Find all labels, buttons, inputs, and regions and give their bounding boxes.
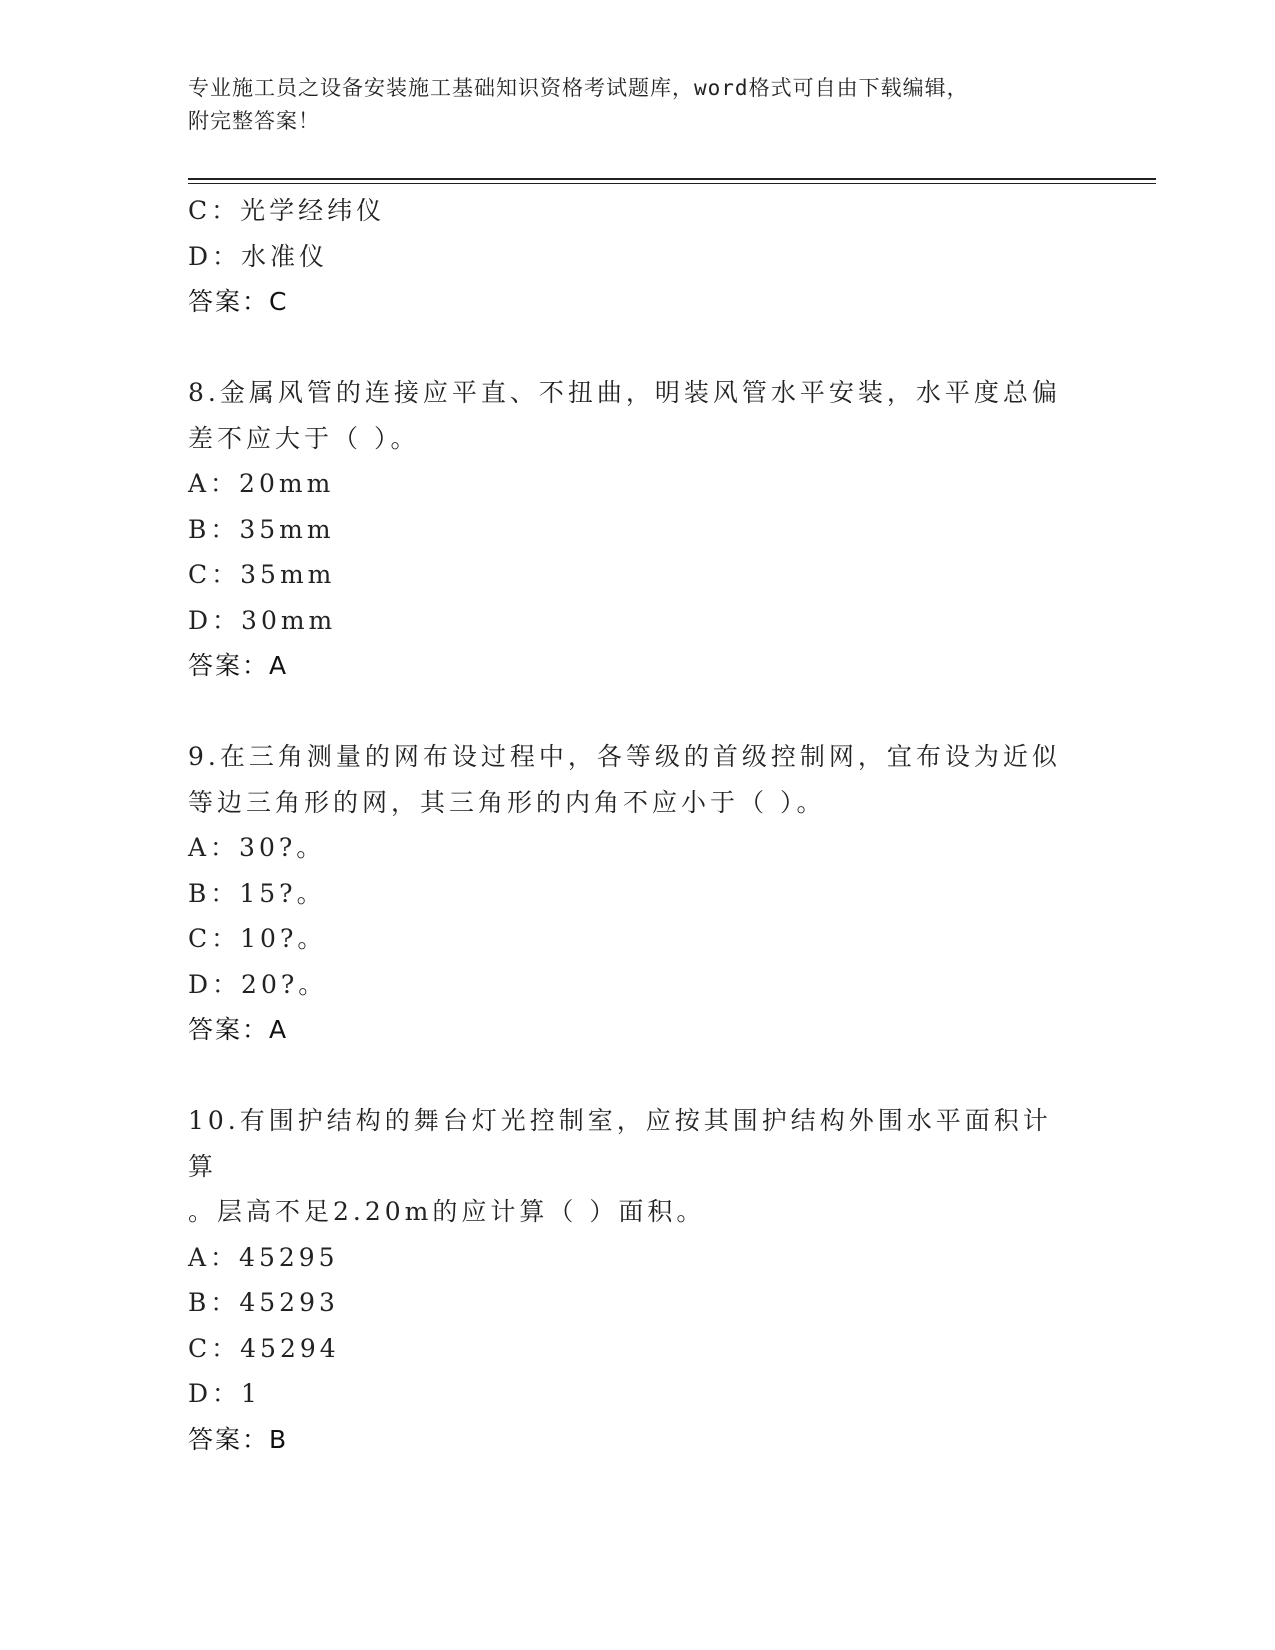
- header-line-1: 专业施工员之设备安装施工基础知识资格考试题库，word格式可自由下载编辑，: [188, 76, 969, 100]
- question-text-line-1: 10.有围护结构的舞台灯光控制室，应按其围护结构外围水平面积计算: [188, 1106, 1052, 1181]
- option-c: C：35mm: [188, 560, 336, 589]
- spacer: [188, 689, 1088, 735]
- document-body: [188, 188, 1088, 1462]
- answer-line: 答案：A: [188, 1015, 289, 1044]
- header-divider: [188, 178, 1156, 184]
- option-c: C：10?。: [188, 924, 327, 953]
- answer-line: 答案：A: [188, 651, 289, 680]
- spacer: [188, 1053, 1088, 1099]
- option-b: B：45293: [188, 1288, 339, 1317]
- option-d: D：1: [188, 1379, 261, 1408]
- answer-line: 答案：C: [188, 287, 289, 316]
- option-c: C：45294: [188, 1333, 340, 1363]
- option-d: D：30mm: [188, 605, 337, 635]
- question-text-line-2: 等边三角形的网，其三角形的内角不应小于（ ）。: [188, 787, 826, 817]
- question-text-line-2: 差不应大于（ ）。: [188, 423, 420, 453]
- question-text-line-1: 8.金属风管的连接应平直、不扭曲，明装风管水平安装，水平度总偏: [188, 378, 1061, 407]
- document-page: [188, 0, 1158, 1650]
- spacer: [188, 325, 1088, 371]
- question-8: [188, 370, 1088, 689]
- option-b: B：15?。: [188, 878, 326, 908]
- option-b: B：35mm: [188, 514, 335, 544]
- question-text-line-1: 9.在三角测量的网布设过程中，各等级的首级控制网，宜布设为近似: [188, 742, 1061, 771]
- option-d: D：20?。: [188, 969, 328, 999]
- option-d: D：水准仪: [188, 241, 329, 271]
- option-a: A：45295: [188, 1242, 339, 1272]
- option-a: A：30?。: [188, 833, 326, 862]
- question-10: [188, 1098, 1088, 1462]
- answer-line: 答案：B: [188, 1424, 289, 1454]
- document-header: [188, 72, 1088, 138]
- option-c: C：光学经纬仪: [188, 196, 386, 225]
- header-line-2: 附完整答案！: [188, 109, 320, 133]
- option-a: A：20mm: [188, 469, 335, 498]
- question-9: [188, 734, 1088, 1053]
- question-text-line-2: 。层高不足2.20m的应计算（ ）面积。: [188, 1197, 706, 1226]
